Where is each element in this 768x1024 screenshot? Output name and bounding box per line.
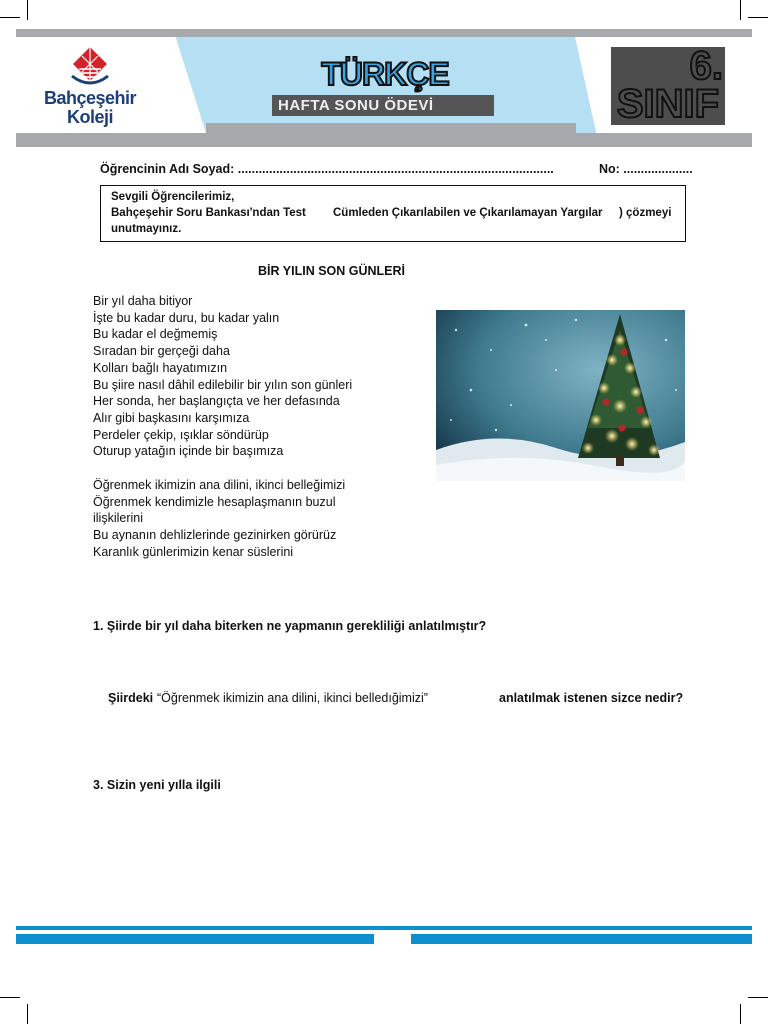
grade-number: 6. — [689, 44, 723, 88]
logo-line1: Bahçeşehir — [43, 88, 137, 108]
question-2-quote: “Öğrenmek ikimizin ana dilini, ikinci belledığimizi” — [157, 691, 428, 705]
poem-line: Bu şiire nasıl dâhil edilebilir bir yılın son günleri — [93, 377, 353, 392]
student-name-field: Öğrencinin Adı Soyad: ........................................................................................... — [100, 162, 554, 176]
question-2-lead: Şiirdeki — [108, 691, 154, 705]
poem-line: Perdeler çekip, ışıklar söndürüp — [93, 427, 269, 442]
logo-line2: Koleji — [66, 107, 113, 127]
page-title: TÜRKÇE — [321, 56, 449, 92]
footer-bar-right — [411, 934, 752, 944]
notice-test-topic: Cümleden Çıkarılabilen ve Çıkarılamayan Yargılar — [333, 207, 603, 219]
poem-title: BİR YILIN SON GÜNLERİ — [258, 264, 406, 278]
school-logo-icon — [66, 46, 114, 88]
poem-line: Her sonda, her başlangıçta ve her defasında — [93, 394, 340, 409]
crop-mark — [0, 17, 20, 18]
notice-greeting: Sevgili Öğrencilerimiz, — [111, 191, 235, 203]
page-subtitle: HAFTA SONU ÖDEVİ — [272, 95, 494, 116]
poem-line: Öğrenmek kendimizle hesaplaşmanın buzul — [93, 494, 336, 509]
poem-line: Kolları bağlı hayatımızın — [93, 360, 228, 375]
poem-line: Sıradan bir gerçeği daha — [93, 344, 230, 359]
crop-mark — [27, 1004, 28, 1024]
poem-line: Bu aynanın dehlizlerinde gezinirken görürüz — [93, 528, 337, 543]
poem-line: Bir yıl daha bitiyor — [93, 294, 193, 308]
crop-mark — [740, 0, 741, 20]
header-gray-strip-top — [16, 29, 752, 37]
notice-box — [100, 185, 686, 242]
crop-mark — [748, 17, 768, 18]
grade-word: SINIF — [616, 82, 720, 126]
crop-mark — [740, 1004, 741, 1024]
crop-mark — [27, 0, 28, 20]
header-gray-strip-bottom — [16, 133, 752, 147]
question-1: 1. Şiirde bir yıl daha biterken ne yapmanın gerekliliği anlatılmıştır? — [93, 619, 487, 633]
question-3: 3. Sizin yeni yılla ilgili — [93, 778, 221, 792]
christmas-tree-photo — [436, 310, 685, 481]
question-2-end: anlatılmak istenen sizce nedir? — [499, 691, 684, 705]
notice-instruction: ) çözmeyi — [619, 207, 672, 219]
student-number-field: No: .................... — [599, 162, 693, 176]
poem-line: Alır gibi başkasını karşımıza — [93, 410, 250, 425]
crop-mark — [748, 997, 768, 998]
poem-line: Öğrenmek ikimizin ana dilini, ikinci belleğimizi — [93, 478, 346, 492]
footer-bar-left — [16, 934, 374, 944]
crop-mark — [0, 997, 20, 998]
footer-line — [16, 926, 752, 930]
school-logo-text — [40, 89, 140, 127]
poem-line: Oturup yatağın içinde bir başımıza — [93, 444, 284, 459]
poem-line: İşte bu kadar duru, bu kadar yalın — [93, 310, 280, 325]
poem-line: Bu kadar el değmemiş — [93, 327, 218, 342]
poem-line: ilişkilerini — [93, 511, 144, 526]
poem-line: Karanlık günlerimizin kenar süslerini — [93, 544, 294, 559]
notice-reminder: unutmayınız. — [111, 223, 182, 235]
notice-test-source: Bahçeşehir Soru Bankası'ndan Test — [111, 207, 306, 219]
